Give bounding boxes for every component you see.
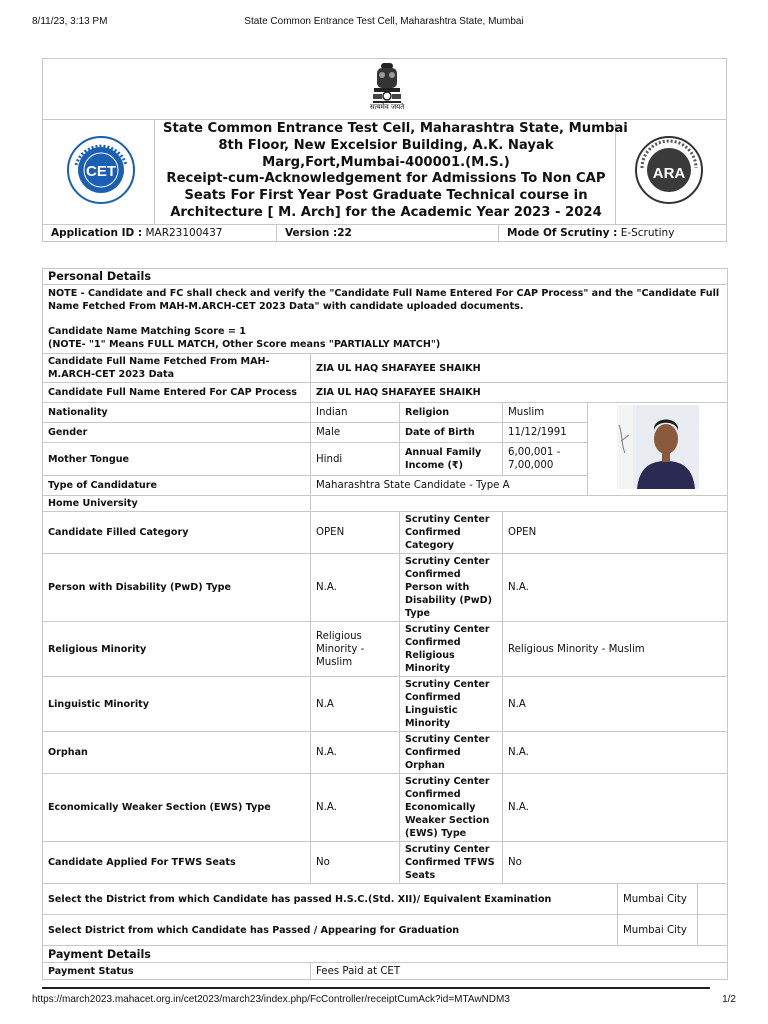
table-row: Candidate Applied For TFWS Seats No Scrutiny Center Confirmed TFWS Seats No xyxy=(43,842,728,884)
religion-label: Religion xyxy=(400,403,503,423)
candidate-photo-cell xyxy=(588,403,728,496)
payment-status-label: Payment Status xyxy=(43,963,311,980)
table-row: Linguistic Minority N.A Scrutiny Center Confirmed Linguistic Minority N.A xyxy=(43,677,728,732)
application-id: Application ID : MAR23100437 xyxy=(43,225,277,242)
personal-details-table xyxy=(42,268,728,980)
print-title: State Common Entrance Test Cell, Maharashtra State, Mumbai xyxy=(244,16,524,27)
table-row: Candidate Filled Category OPEN Scrutiny Center Confirmed Category OPEN xyxy=(43,512,728,554)
header-line-2: 8th Floor, New Excelsior Building, A.K. Nayak xyxy=(218,137,554,153)
name-entered-label: Candidate Full Name Entered For CAP Process xyxy=(43,383,311,403)
name-verification-note: NOTE - Candidate and FC shall check and verify the "Candidate Full Name Entered For CAP Process" and the "Candidate Full Name Fetched From MAH-M.ARCH-CET 2023 Data" with candidate uploaded documents. Candidate Name Matching Score = 1 (NOTE- "1" Means FULL MATCH, Other Score means "PARTIALLY MATCH") xyxy=(43,285,728,354)
footer-divider xyxy=(42,987,710,989)
table-row: Orphan N.A. Scrutiny Center Confirmed Orphan N.A. xyxy=(43,732,728,774)
grad-district-value: Mumbai City xyxy=(618,915,698,946)
candidature-label: Type of Candidature xyxy=(43,476,311,496)
ara-logo-text: ARA xyxy=(652,165,686,182)
name-fetched-value: ZIA UL HAQ SHAFAYEE SHAIKH xyxy=(311,354,728,383)
payment-details-title: Payment Details xyxy=(43,946,728,963)
table-row: Religious Minority Religious Minority - Muslim Scrutiny Center Confirmed Religious Minority Religious Minority - Muslim xyxy=(43,622,728,677)
table-row: Economically Weaker Section (EWS) Type N.A. Scrutiny Center Confirmed Economically Weaker Section (EWS) Type N.A. xyxy=(43,774,728,842)
mode-of-scrutiny: Mode Of Scrutiny : E-Scrutiny xyxy=(507,227,675,239)
mother-tongue-value: Hindi xyxy=(311,443,400,476)
print-url: https://march2023.mahacet.org.in/cet2023/march23/index.php/FcController/receiptCumAck?id=MTAwNDM3 xyxy=(32,994,510,1005)
header-line-4: Receipt-cum-Acknowledgement for Admissions To Non CAP xyxy=(166,171,606,187)
home-university-value xyxy=(311,496,728,512)
header-line-3: Marg,Fort,Mumbai-400001.(M.S.) xyxy=(262,154,510,170)
income-value: 6,00,001 - 7,00,000 xyxy=(503,443,588,476)
personal-details-title: Personal Details xyxy=(43,269,728,285)
name-fetched-label: Candidate Full Name Fetched From MAH-M.ARCH-CET 2023 Data xyxy=(43,354,311,383)
dob-label: Date of Birth xyxy=(400,423,503,443)
ara-logo-icon xyxy=(634,135,704,205)
nationality-label: Nationality xyxy=(43,403,311,423)
payment-status-value: Fees Paid at CET xyxy=(311,963,728,980)
table-row: Person with Disability (PwD) Type N.A. Scrutiny Center Confirmed Person with Disability (PwD) Type N.A. xyxy=(43,554,728,622)
candidature-value: Maharashtra State Candidate - Type A xyxy=(311,476,588,496)
page-number: 1/2 xyxy=(722,994,736,1005)
cet-logo-icon xyxy=(66,135,136,205)
document-header xyxy=(42,58,727,242)
religion-value: Muslim xyxy=(503,403,588,423)
gender-value: Male xyxy=(311,423,400,443)
emblem-caption: सत्यमेव जयते xyxy=(369,103,405,111)
nationality-value: Indian xyxy=(311,403,400,423)
candidate-photo xyxy=(617,405,699,489)
gender-label: Gender xyxy=(43,423,311,443)
header-line-5: Seats For First Year Post Graduate Technical course in xyxy=(184,188,588,204)
name-entered-value: ZIA UL HAQ SHAFAYEE SHAIKH xyxy=(311,383,728,403)
header-line-1: State Common Entrance Test Cell, Maharashtra State, Mumbai xyxy=(163,121,628,136)
mother-tongue-label: Mother Tongue xyxy=(43,443,311,476)
hsc-district-label: Select the District from which Candidate has passed H.S.C.(Std. XII)/ Equivalent Examination xyxy=(43,884,618,915)
application-info-row xyxy=(43,224,726,242)
home-university-label: Home University xyxy=(43,496,311,512)
grad-district-label: Select District from which Candidate has Passed / Appearing for Graduation xyxy=(43,915,618,946)
hsc-district-value: Mumbai City xyxy=(618,884,698,915)
cet-logo-text: CET xyxy=(86,163,116,180)
header-line-6: Architecture [ M. Arch] for the Academic Year 2023 - 2024 xyxy=(170,204,602,220)
header-title-block xyxy=(163,121,628,222)
dob-value: 11/12/1991 xyxy=(503,423,588,443)
version: Version :22 xyxy=(277,225,499,242)
income-label: Annual Family Income (₹) xyxy=(400,443,503,476)
print-datetime: 8/11/23, 3:13 PM xyxy=(32,16,108,27)
